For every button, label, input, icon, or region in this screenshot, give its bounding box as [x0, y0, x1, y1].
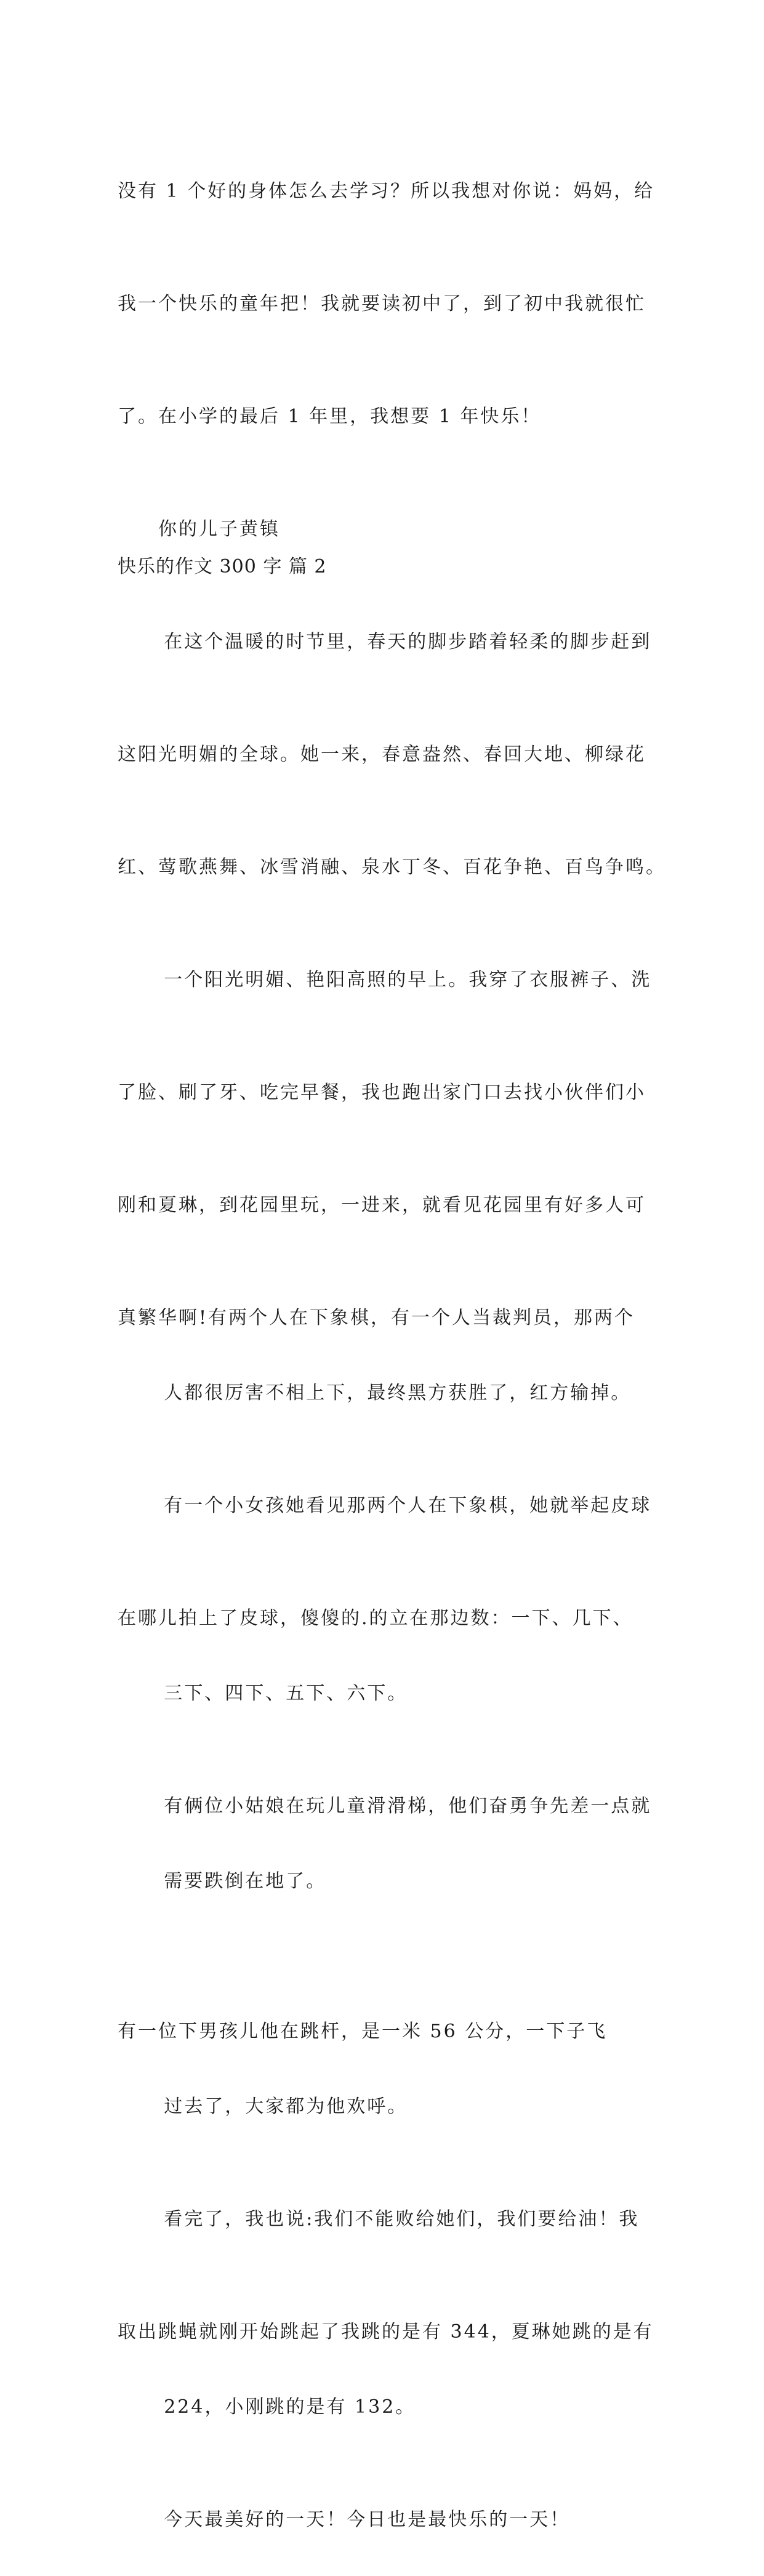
text-line: 一个阳光明媚、艳阳高照的早上。我穿了衣服裤子、洗 — [164, 969, 652, 991]
text-line: 看完了，我也说:我们不能败给她们，我们要给油！我 — [164, 2208, 640, 2230]
paragraph — [118, 1938, 652, 2163]
essay-heading: 快乐的作文 300 字 篇 2 — [118, 556, 327, 578]
text-line: 刚和夏琳，到花园里玩，一进来，就看见花园里有好多人可 — [118, 1194, 646, 1216]
text-line: 没有 1 个好的身体怎么去学习？所以我想对你说：妈妈，给 — [118, 180, 655, 202]
text-line: 人都很厉害不相上下，最终黑方获胜了，红方输掉。 — [164, 1382, 632, 1404]
text-line: 了。在小学的最后 1 年里，我想要 1 年快乐！ — [118, 406, 542, 427]
paragraph — [118, 1750, 652, 1938]
text-line: 真繁华啊!有两个人在下象棋，有一个人当裁判员，那两个 — [118, 1307, 635, 1329]
intro-paragraph — [118, 97, 655, 510]
paragraph — [118, 924, 652, 1449]
paragraph — [118, 1449, 652, 1750]
text-line: 三下、四下、五下、六下。 — [164, 1683, 408, 1704]
text-line: 在哪儿拍上了皮球，傻傻的.的立在那边数：一下、几下、 — [118, 1608, 633, 1629]
text-line: 有俩位小姑娘在玩儿童滑滑梯，他们奋勇争先差一点就 — [164, 1795, 652, 1817]
text-line: 取出跳蝇就刚开始跳起了我跳的是有 344，夏琳她跳的是有 — [118, 2321, 654, 2343]
paragraph — [118, 2163, 652, 2463]
text-line: 在这个温暖的时节里，春天的脚步踏着轻柔的脚步赶到 — [164, 631, 652, 653]
text-line: 有一个小女孩她看见那两个人在下象棋，她就举起皮球 — [164, 1495, 652, 1516]
document-body — [118, 97, 666, 2576]
text-line: 过去了，大家都为他欢呼。 — [164, 2096, 408, 2117]
text-line: 有一位下男孩儿他在跳杆，是一米 56 公分，一下子飞 — [118, 2021, 608, 2042]
signature: 你的儿子黄镇 — [158, 518, 280, 540]
text-line: 了脸、刷了牙、吃完早餐，我也跑出家门口去找小伙伴们小 — [118, 1082, 646, 1103]
text-line: 今天最美好的一天！今日也是最快乐的一天！ — [164, 2509, 571, 2530]
text-line: 需要跌倒在地了。 — [164, 1870, 327, 1892]
paragraph — [118, 586, 666, 924]
text-line: 我一个快乐的童年把！我就要读初中了，到了初中我就很忙 — [118, 293, 646, 315]
text-line: 这阳光明媚的全球。她一来，春意盎然、春回大地、柳绿花 — [118, 744, 646, 765]
text-line: 224，小刚跳的是有 132。 — [164, 2396, 416, 2418]
text-line: 红、莺歌燕舞、冰雪消融、泉水丁冬、百花争艳、百鸟争鸣。 — [118, 856, 666, 878]
paragraph — [118, 2463, 652, 2576]
